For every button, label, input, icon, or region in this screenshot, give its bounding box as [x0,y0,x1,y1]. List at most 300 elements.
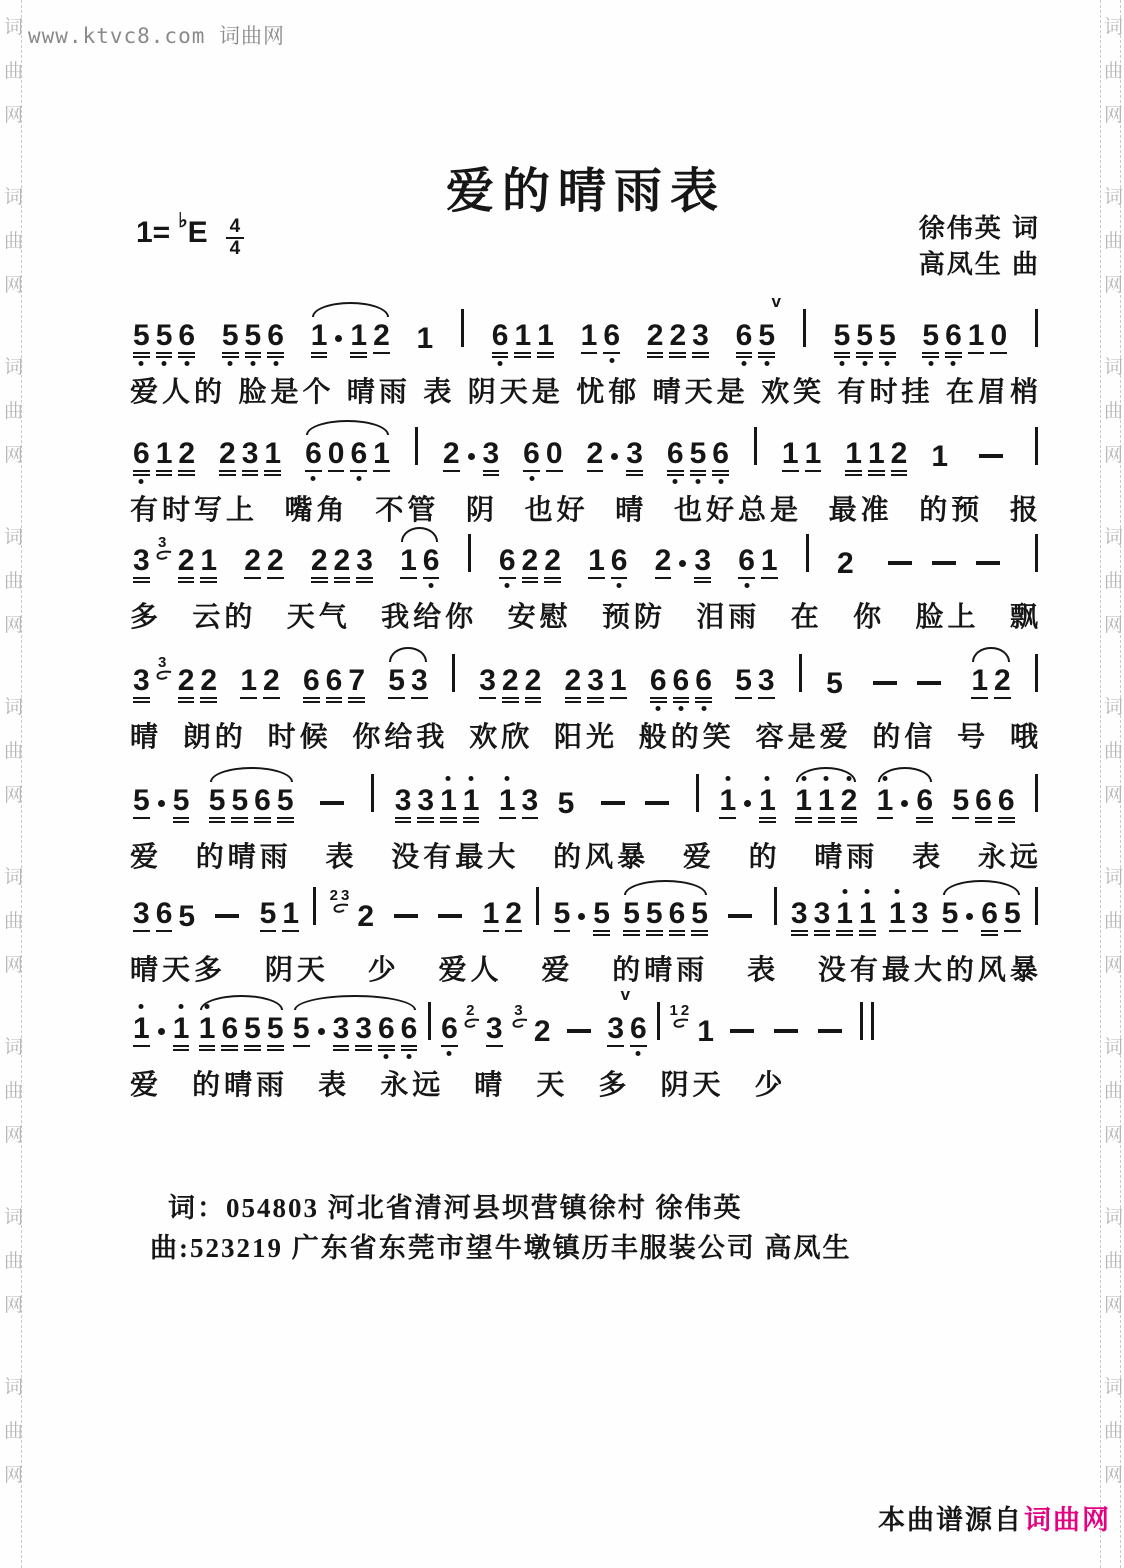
note-token [603,320,620,355]
note-digit: 6 [350,436,368,470]
note-group [1031,654,1042,699]
watermark-char: 网 [4,105,24,126]
note-digit: 1 [858,896,876,930]
note-digit: 6 [400,1011,418,1045]
note-token [845,438,862,473]
augmentation-dot [966,913,973,920]
note-digit: 1 [537,318,554,352]
lyric-word: 般的笑 [638,721,735,752]
watermark-char: 网 [4,785,24,806]
note-group [424,1002,435,1047]
slur-group [196,1013,287,1048]
watermark-group [4,516,23,648]
low-octave-dot [617,583,622,588]
barline [461,309,464,347]
note-group [750,427,761,472]
low-octave-dot [673,479,678,484]
note-digit: 5 [922,318,940,352]
note-digit: 2 [505,896,522,930]
note-token [156,438,173,473]
score-system-2 [130,414,1042,528]
note-group [414,323,437,355]
lyric-word: 晴 [474,1069,507,1100]
notation-line [130,984,878,1048]
note-group [448,654,459,699]
lyric-word: 有时写上 [130,494,259,525]
note-token [199,1013,216,1048]
right-dashed-line [1100,0,1101,1568]
key-prefix: 1= [136,216,171,249]
barline [871,1002,874,1040]
note-digit: 6 [695,663,712,697]
note-digit: 5 [244,1011,261,1045]
note-digit: 5 [553,896,571,930]
note-digit: 2 [586,436,604,470]
barline [536,887,539,925]
note-group [509,1003,554,1047]
lyric-word: 没有最大 [391,841,520,872]
breath-mark: v [771,291,781,311]
watermark-group [1104,856,1123,988]
note-group [440,438,502,473]
note-token [463,785,480,820]
note-token [587,665,604,700]
note-group [886,898,931,933]
note-digit: 1 [498,783,516,817]
high-octave-dot [846,776,851,781]
slur-group [792,785,860,820]
dash-note [917,681,941,685]
note-group [520,438,565,473]
score-system-1 [130,291,1042,410]
watermark-char: 曲 [1104,1081,1124,1102]
note-digit: 1 [240,663,258,697]
note-digit: 6 [254,783,271,817]
lyric-word: 的 [748,841,781,872]
note-digit: 3 [133,543,150,577]
note-digit: 2 [890,436,908,470]
barline [1035,309,1038,347]
augmentation-dot [468,453,475,460]
note-digit: 1 [876,783,894,817]
low-octave-dot [609,358,614,363]
note-digit: 5 [292,1011,310,1045]
note-token [818,785,835,820]
note-digit: 1 [781,436,799,470]
note-digit: 6 [523,436,540,470]
note-digit: 6 [975,783,992,817]
note-digit: 2 [178,436,196,470]
note-digit: 3 [626,436,643,470]
note-digit: 3 [521,783,539,817]
note-digit: 2 [501,663,519,697]
note-digit: 3 [485,1011,503,1045]
lyric-word: 你给我 [352,721,449,752]
lyricist-address: 词：054803 河北省清河县坝营镇徐村 徐伟英 [168,1193,743,1223]
note-token [916,785,933,820]
note-token [486,1013,503,1048]
note-token [492,320,509,355]
note-token [952,785,969,820]
lyric-word: 少 [367,954,400,985]
watermark-group [1104,1026,1123,1158]
note-digit: 1 [836,896,853,930]
lyric-word: 表 [325,841,358,872]
note-group [476,665,544,700]
note-token [388,665,405,700]
note-digit: 5 [557,786,575,820]
note-group [219,320,287,355]
barline [754,427,757,465]
note-token [669,898,686,933]
watermark-group [1104,176,1123,308]
note-token [971,665,988,700]
note-digit: 6 [668,896,686,930]
dash-note [728,914,752,918]
barline-group [802,534,813,579]
watermark-char: 网 [1104,1295,1124,1316]
note-digit: 6 [221,1011,239,1045]
lyric-word: 在 [790,601,823,632]
note-token [942,898,959,933]
slur-group [308,320,393,355]
lyric-word: 最准 [828,494,893,525]
note-group [130,320,198,355]
note-group [692,774,703,819]
note-digit: 3 [355,1011,372,1045]
note-token [630,1013,647,1048]
high-octave-dot [179,1004,184,1009]
notation-line [130,641,1042,699]
note-digit: 3 [587,663,604,697]
watermark-group [1104,6,1123,138]
note-digit: 6 [666,436,684,470]
note-group [664,438,732,473]
note-digit: 3 [482,436,500,470]
note-token [242,438,259,473]
note-token [373,438,390,473]
note-token [178,901,195,933]
note-digit: 1 [867,436,885,470]
high-octave-dot [205,1004,210,1009]
source-site-link[interactable]: 词曲网 [1024,1505,1111,1535]
note-digit: 7 [348,663,366,697]
note-digit: 1 [310,318,328,352]
dash-note [567,1029,591,1033]
watermark-char: 词 [1104,1207,1124,1228]
watermark-char: 网 [1104,1125,1124,1146]
low-octave-dot [139,361,144,366]
lyric-word: 表 [912,841,945,872]
watermark-group [1104,516,1123,648]
note-token [611,545,628,580]
lyric-word: 号 [957,721,990,752]
note-token [695,665,712,700]
note-token [254,785,271,820]
high-octave-dot [505,776,510,781]
dash-note [320,801,344,805]
note-group [130,785,192,820]
watermark-char: 网 [4,1465,24,1486]
dash-note [438,914,462,918]
lyric-word: 表 [747,954,780,985]
ornament [463,1003,481,1029]
barline [428,1002,431,1040]
lyric-word: 有时挂 [837,376,934,407]
ornament [155,655,173,681]
note-group [652,545,714,580]
barline [774,887,777,925]
note-token [738,545,755,580]
lyric-word: 晴天是 [652,376,749,407]
note-digit: 3 [692,318,709,352]
barline [803,309,806,347]
slur-group [874,785,936,820]
source-prefix: 本曲谱源自 [878,1505,1023,1535]
note-group [733,291,781,355]
note-token [891,438,908,473]
note-digit: 6 [267,318,284,352]
composer-address: 曲:523219 广东省东莞市望牛墩镇历丰服装公司 高凤生 [150,1233,852,1263]
note-digit: 1 [967,318,985,352]
note-token [267,320,284,355]
note-digit: 1 [133,1011,150,1045]
note-group [532,887,543,932]
augmentation-dot [901,800,908,807]
slur-group [397,545,442,580]
note-token [922,320,939,355]
note-token [244,1013,261,1048]
note-token [945,320,962,355]
low-octave-dot [384,1054,389,1059]
low-octave-dot [228,361,233,366]
low-octave-dot [764,361,769,366]
note-digit: 2 [310,543,328,577]
note-token [133,1013,150,1048]
score-system-7 [130,984,1042,1103]
lyric-word: 天 [536,1069,569,1100]
note-digit: 1 [440,783,457,817]
note-group [1031,309,1042,354]
note-token [401,1013,418,1048]
note-token [133,898,150,933]
note-digit: 6 [672,663,690,697]
lyric-word: 晴 [615,494,648,525]
watermark-char: 词 [4,1207,24,1228]
note-token [411,665,428,700]
note-group [130,655,220,699]
note-digit: 6 [945,318,962,352]
ornament [330,888,353,914]
lyric-word: 没有最大的风暴 [817,954,1042,985]
note-digit: 3 [694,543,711,577]
note-token [133,320,150,355]
note-digit: 6 [916,783,934,817]
watermark-char: 词 [4,527,24,548]
augmentation-dot [679,560,686,567]
watermark-group [1104,346,1123,478]
note-token [133,438,150,473]
note-token [912,898,929,933]
lyric-word: 晴雨 [814,841,879,872]
note-token [761,545,778,580]
note-token [981,898,998,933]
lyric-word: 多 [598,1069,631,1100]
barline-group [367,774,378,819]
high-octave-dot [446,776,451,781]
note-token [350,320,367,355]
note-token [691,898,708,933]
note-digit: 1 [416,321,434,355]
watermark-char: 词 [1104,1377,1124,1398]
note-digit: 2 [266,543,284,577]
note-group [309,887,320,932]
note-token [355,1013,372,1048]
augmentation-dot [744,800,751,807]
note-token [856,320,873,355]
note-group [310,801,354,819]
watermark-group [4,1366,23,1498]
lyric-word: 多 [130,601,163,632]
note-group [205,914,249,932]
low-octave-dot [407,1054,412,1059]
note-group [464,534,475,579]
note-group [584,438,646,473]
slur-group [302,438,393,473]
note-token [650,665,667,700]
watermark-char: 曲 [4,1081,24,1102]
ornament-numbers: 3 [514,1002,526,1019]
note-digit: 6 [422,543,440,577]
high-octave-dot [895,889,900,894]
watermark-char: 网 [4,445,24,466]
note-token [244,545,261,580]
note-digit: 5 [266,1011,284,1045]
barline [799,654,802,692]
note-token [782,438,799,473]
note-digit: 2 [840,783,858,817]
note-digit: 6 [155,896,173,930]
barline [696,774,699,812]
note-group [1031,427,1042,472]
note-digit: 5 [244,318,262,352]
lyric-word: 泪雨 [696,601,761,632]
note-digit: 5 [878,318,896,352]
note-digit: 6 [738,543,755,577]
note-group [779,438,824,473]
low-octave-dot [678,706,683,711]
augmentation-dot [318,1028,325,1035]
note-token [975,785,992,820]
note-digit: 1 [817,783,835,817]
note-token [334,545,351,580]
watermark-char: 曲 [4,571,24,592]
dash-note [215,914,239,918]
note-token [758,665,775,700]
low-octave-dot [429,583,434,588]
note-digit: 1 [588,543,605,577]
note-token [758,291,781,355]
note-digit: 3 [813,896,831,930]
augmentation-dot [335,335,342,342]
note-group [411,427,422,472]
watermark-char: 曲 [4,1251,24,1272]
note-group [831,320,899,355]
watermark-char: 网 [1104,445,1124,466]
dash-note [645,801,669,805]
lyrics-line [130,370,1042,410]
note-group [257,898,302,933]
time-signature-numerator: 4 [226,217,245,239]
note-token [282,898,299,933]
note-token [395,785,412,820]
watermark-char: 曲 [4,231,24,252]
note-digit: 3 [133,896,150,930]
note-token [581,320,598,355]
watermark-group [1104,686,1123,818]
note-digit: 5 [276,783,294,817]
note-group [308,545,376,580]
note-digit: 1 [759,783,776,817]
note-digit: 3 [356,543,373,577]
note-digit: 1 [971,663,988,697]
note-token [173,785,190,820]
note-digit: 5 [952,783,970,817]
note-digit: 5 [133,783,150,817]
note-digit: 6 [325,663,343,697]
note-group [555,788,578,820]
watermark-char: 网 [1104,1465,1124,1486]
lyric-word: 爱人的 [130,376,227,407]
watermark-char: 网 [4,615,24,636]
low-octave-dot [311,476,316,481]
right-watermark-column [1104,6,1123,1536]
notation-line [130,291,1042,355]
note-digit: 5 [178,899,196,933]
lyric-word: 飘 [1009,601,1042,632]
note-digit: 3 [911,896,929,930]
note-digit: 6 [603,318,620,352]
barline [860,1002,863,1040]
lyric-word: 爱 [682,841,715,872]
note-token [990,320,1007,355]
lyricist-credit: 徐伟英 词 [918,213,1040,243]
ornament-numbers: 3 [158,654,170,671]
high-octave-dot [883,776,888,781]
lyric-word: 的信 [872,721,937,752]
note-token [523,438,540,473]
note-digit: 1 [804,436,822,470]
watermark-char: 曲 [1104,61,1124,82]
barline [657,1002,660,1040]
note-token [610,665,627,700]
note-token [173,1013,190,1048]
note-digit: 3 [790,896,808,930]
note-token [200,545,217,580]
note-digit: 5 [388,663,405,697]
barline-group [770,887,781,932]
dash-note [818,1029,842,1033]
note-digit: 2 [533,1014,551,1048]
note-digit: 1 [845,436,862,470]
note-token [814,898,831,933]
note-group [557,1029,601,1047]
lyric-word: 欢笑 [761,376,826,407]
note-digit: 5 [689,436,707,470]
lyric-word: 晴天多 [130,954,227,985]
watermark-char: 词 [1104,17,1124,38]
lyric-word: 忧郁 [576,376,641,407]
